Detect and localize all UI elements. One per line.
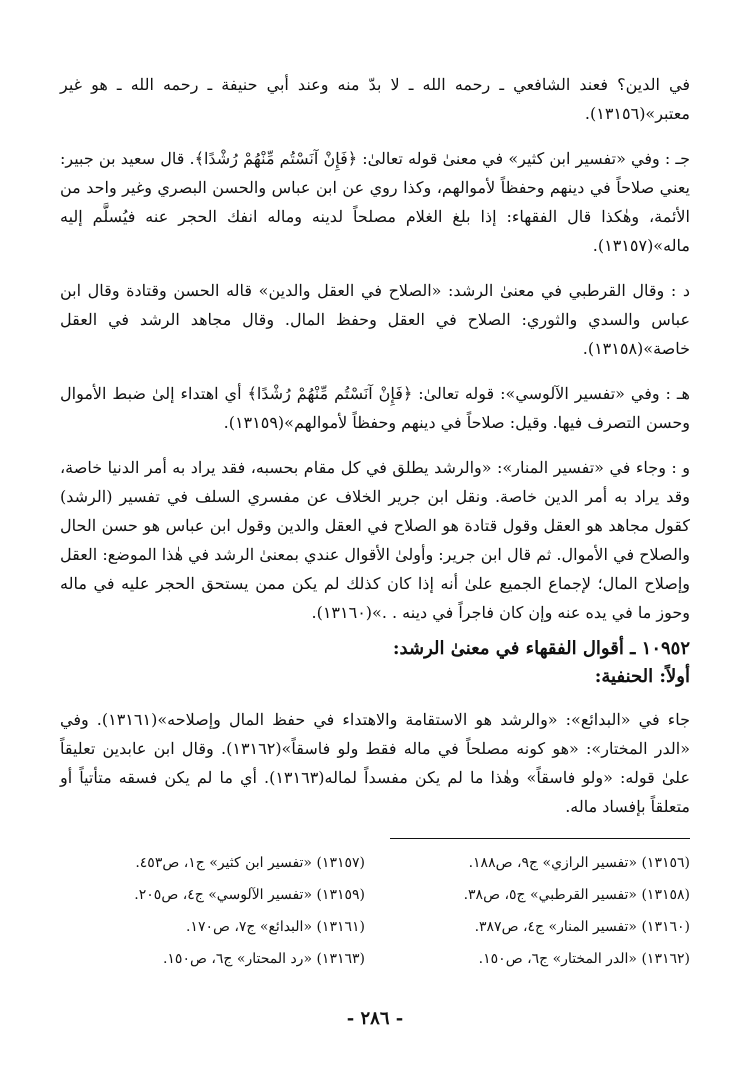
footnote-item: (١٣١٥٧) «تفسير ابن كثير» ج١، ص٤٥٣.	[135, 855, 365, 871]
footnote-item: (١٣١٥٩) «تفسير الآلوسي» ج٤، ص٢٠٥.	[134, 887, 365, 903]
paragraph-hanafi: جاء في «البدائع»: «والرشد هو الاستقامة والاهتداء في حفظ المال وإصلاحه»(١٣١٦١). وفي «الدر المختار»: «هو كونه مصلحاً في ماله فقط ولو فاسقاً»(١٣١٦٢). وقال ابن عابدين تعليقاً علىٰ قوله: «ولو فاسقاً» وهٰذا ما لم يكن مفسداً لماله(١٣١٦٣). أي ما لم يكن فسقه متأتياً أو متعلقاً بإفساد ماله.	[60, 710, 691, 816]
subsection-heading: أولاً: الحنفية:	[594, 666, 690, 687]
footnotes	[60, 852, 690, 970]
paragraph-ibn-kathir: جـ : وفي «تفسير ابن كثير» في معنىٰ قوله تعالىٰ: ﴿فَإِنْ آنَسْتُم مِّنْهُمْ رُشْدًا﴾. قال سعيد بن جبير: يعني صلاحاً في دينهم وحفظاً لأموالهم، وكذا روي عن ابن عباس والحسن البصري وغير واحد من الأئمة، وهٰكذا قال الفقهاء: إذا بلغ الغلام مصلحاً لدينه وماله انفك الحجر عنه فيُسلَّم إليه ماله»(١٣١٥٧).	[60, 149, 690, 255]
footnote-item: (١٣١٥٦) «تفسير الرازي» ج٩، ص١٨٨.	[468, 855, 690, 871]
paragraph-manar: و : وجاء في «تفسير المنار»: «والرشد يطلق في كل مقام بحسبه، فقد يراد به أمر الدنيا خاصة، وقد يراد به أمر الدين خاصة. ونقل ابن جرير الخلاف عن مفسري السلف في تفسير (الرشد) كقول مجاهد هو العقل وقول قتادة هو الصلاح في العقل والدين وقول ابن عباس هو حسن الحال والصلاح في الأموال. ثم قال ابن جرير: وأولىٰ الأقوال عندي بمعنىٰ الرشد في هٰذا الموضع: العقل وإصلاح المال؛ لإجماع الجميع علىٰ أنه إذا كان كذلك لم يكن ممن يستحق الحجر عليه في ماله وحوز ما في يده عنه وإن كان فاجراً في دينه . .»(١٣١٦٠).	[60, 458, 690, 622]
paragraph-intro-continuation: في الدين؟ فعند الشافعي ـ رحمه الله ـ لا بدّ منه وعند أبي حنيفة ـ رحمه الله ـ هو غير معتبر»(١٣١٥٦).	[60, 75, 690, 123]
section-heading: ١٠٩٥٢ ـ أقوال الفقهاء في معنىٰ الرشد:	[392, 638, 690, 659]
paragraph-qurtubi: د : وقال القرطبي في معنىٰ الرشد: «الصلاح في العقل والدين» قاله الحسن وقتادة وقال ابن عباس والسدي والثوري: الصلاح في العقل وحفظ المال. وقال مجاهد الرشد في العقل خاصة»(١٣١٥٨).	[60, 281, 690, 358]
footnote-divider	[390, 838, 690, 839]
footnote-item: (١٣١٦١) «البدائع» ج٧، ص١٧٠.	[185, 919, 365, 935]
page-number: - ٢٨٦ -	[346, 1008, 404, 1029]
footnote-item: (١٣١٥٨) «تفسير القرطبي» ج٥، ص٣٨.	[463, 887, 690, 903]
footnote-item: (١٣١٦٠) «تفسير المنار» ج٤، ص٣٨٧.	[474, 919, 690, 935]
footnote-item: (١٣١٦٣) «رد المحتار» ج٦، ص١٥٠.	[162, 951, 365, 967]
footnote-item: (١٣١٦٢) «الدر المختار» ج٦، ص١٥٠.	[478, 951, 690, 967]
paragraph-alusi: هـ : وفي «تفسير الآلوسي»: قوله تعالىٰ: ﴿فَإِنْ آنَسْتُم مِّنْهُمْ رُشْدًا﴾ أي اهتداء إلىٰ ضبط الأموال وحسن التصرف فيها. وقيل: صلاحاً في دينهم وحفظاً لأموالهم»(١٣١٥٩).	[60, 384, 690, 432]
